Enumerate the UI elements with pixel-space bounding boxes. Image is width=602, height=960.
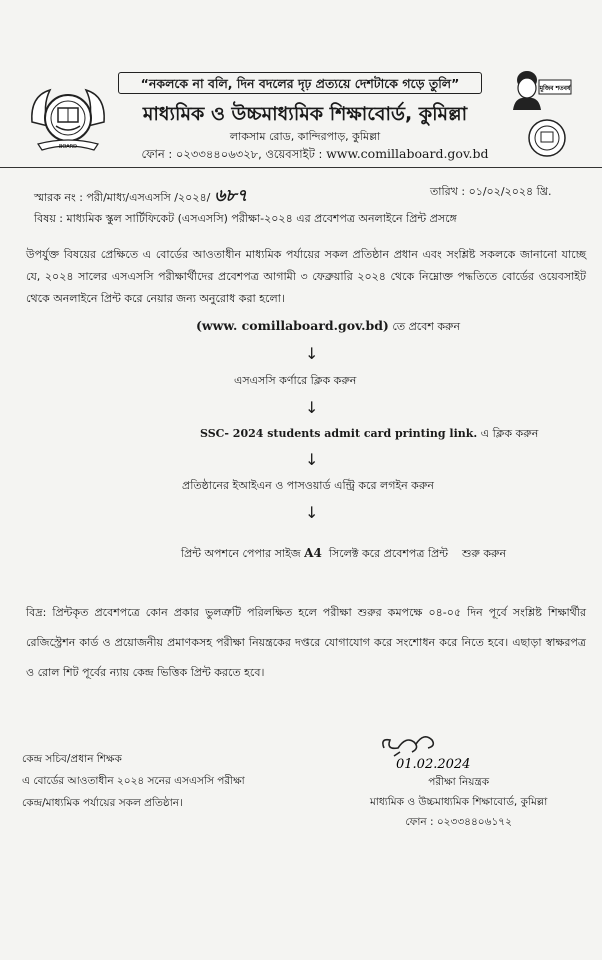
step-1-website[interactable]: (www. comillaboard.gov.bd) xyxy=(196,318,389,333)
step-5-text-b: সিলেক্ট করে প্রবেশপত্র প্রিন্ট শুরু করুন xyxy=(321,547,507,560)
recipient-line-2: এ বোর্ডের আওতাধীন ২০২৪ সনের এসএসসি পরীক্ষা xyxy=(22,775,245,787)
step-2: এসএসসি কর্ণারে ক্লিক করুন xyxy=(234,374,357,387)
handwritten-signature xyxy=(376,726,506,774)
svg-text:01.02.2024: 01.02.2024 xyxy=(396,757,471,772)
note-paragraph: বিদ্র: প্রিন্টকৃত প্রবেশপত্রে কোন প্রকার ভুলত্রুটি পরিলক্ষিত হলে পরীক্ষা শুরুর কমপক্ষে ০৪-০৫ দিন পূর্বে সংশ্লিষ্ট শিক্ষার্থীর রেজিস্ট্রেশন কার্ড ও প্রয়োজনীয় প্রমাণকসহ পরীক্ষা নিয়ন্ত্রকের দপ্তরে যোগাযোগ করে সংশোধন করে নিতে হবে। এছাড়া স্বাক্ষরপত্র ও রোল শিট পূর্বের ন্যায় কেন্দ্র ভিত্তিক প্রিন্ট করতে হবে। xyxy=(26,606,586,679)
board-name: মাধ্যমিক ও উচ্চমাধ্যমিক শিক্ষাবোর্ড, কুমিল্লা xyxy=(142,103,468,125)
slogan-box xyxy=(118,72,482,94)
website-link[interactable]: www.comillaboard.gov.bd xyxy=(326,146,489,161)
step-1 xyxy=(196,318,460,337)
arrow-down-icon: ↓ xyxy=(305,344,319,363)
arrow-down-icon: ↓ xyxy=(305,450,319,469)
recipient-line-1: কেন্দ্র সচিব/প্রধান শিক্ষক xyxy=(22,753,122,765)
step-3-link[interactable]: SSC- 2024 students admit card printing link. xyxy=(200,427,478,440)
step-3 xyxy=(200,425,538,444)
signatory-org: মাধ্যমিক ও উচ্চমাধ্যমিক শিক্ষাবোর্ড, কুমিল্লা xyxy=(370,796,548,808)
recipients-block xyxy=(22,748,245,814)
svg-text:মুজিব শতবর্ষ: মুজিব শতবর্ষ xyxy=(539,85,571,92)
svg-text:BOARD: BOARD xyxy=(59,144,77,150)
memo-number: ৬৮৭ xyxy=(214,186,248,206)
step-5-text-a: প্রিন্ট অপশনে পেপার সাইজ xyxy=(181,547,305,560)
step-4: প্রতিষ্ঠানের ইআইএন ও পাসওয়ার্ড এন্ট্রি করে লগইন করুন xyxy=(182,479,434,492)
mujib-centenary-logo xyxy=(505,66,577,164)
step-3-text: এ ক্লিক করুন xyxy=(477,427,539,440)
header-divider xyxy=(0,167,602,168)
memo-line xyxy=(34,183,247,211)
signatory-block xyxy=(370,772,547,832)
signatory-title: পরীক্ষা নিয়ন্ত্রক xyxy=(428,776,490,788)
board-contact xyxy=(110,146,520,165)
memo-date: তারিখ : ০১/০২/২০২৪ খ্রি. xyxy=(430,185,552,198)
step-5-paper-size: A4 xyxy=(304,546,322,560)
arrow-down-icon: ↓ xyxy=(305,503,319,522)
slogan-text: “নকলকে না বলি, দিন বদলের দৃঢ় প্রত্যয়ে দেশটাকে গড়ে তুলি” xyxy=(140,76,460,91)
body-paragraph: উপর্যুক্ত বিষয়ের প্রেক্ষিতে এ বোর্ডের আওতাধীন মাধ্যমিক পর্যায়ের সকল প্রতিষ্ঠান প্রধান এবং সংশ্লিষ্ট সকলকে জানানো যাচ্ছে যে, ২০২৪ সালের এসএসসি পরীক্ষার্থীদের প্রবেশপত্র আগামী ৩ ফেব্রুয়ারি ২০২৪ থেকে নিম্নোক্ত পদ্ধতিতে বোর্ডের ওয়েবসাইট থেকে অনলাইনে প্রিন্ট করে নেয়ার জন্য অনুরোধ করা হলো। xyxy=(26,248,586,305)
step-5 xyxy=(174,532,506,564)
board-address: লাকসাম রোড, কান্দিরপাড়, কুমিল্লা xyxy=(229,130,381,143)
memo-label: স্মারক নং : পরী/মাধ্য/এসএসসি /২০২৪/ xyxy=(34,191,211,204)
phone-text: ফোন : ০২৩৩৪৪০৬৩২৮, ওয়েবসাইট : xyxy=(141,147,327,161)
board-seal-logo xyxy=(28,82,108,154)
arrow-down-icon: ↓ xyxy=(305,398,319,417)
signatory-phone: ফোন : ০২৩৩৪৪০৬১৭২ xyxy=(405,816,512,828)
step-1-text: তে প্রবেশ করুন xyxy=(388,320,461,333)
recipient-line-3: কেন্দ্র/মাধ্যমিক পর্যায়ের সকল প্রতিষ্ঠান। xyxy=(22,797,183,809)
subject-line: বিষয় : মাধ্যমিক স্কুল সার্টিফিকেট (এসএসসি) পরীক্ষা-২০২৪ এর প্রবেশপত্র অনলাইনে প্রিন্ট প্রসঙ্গে xyxy=(34,212,457,225)
